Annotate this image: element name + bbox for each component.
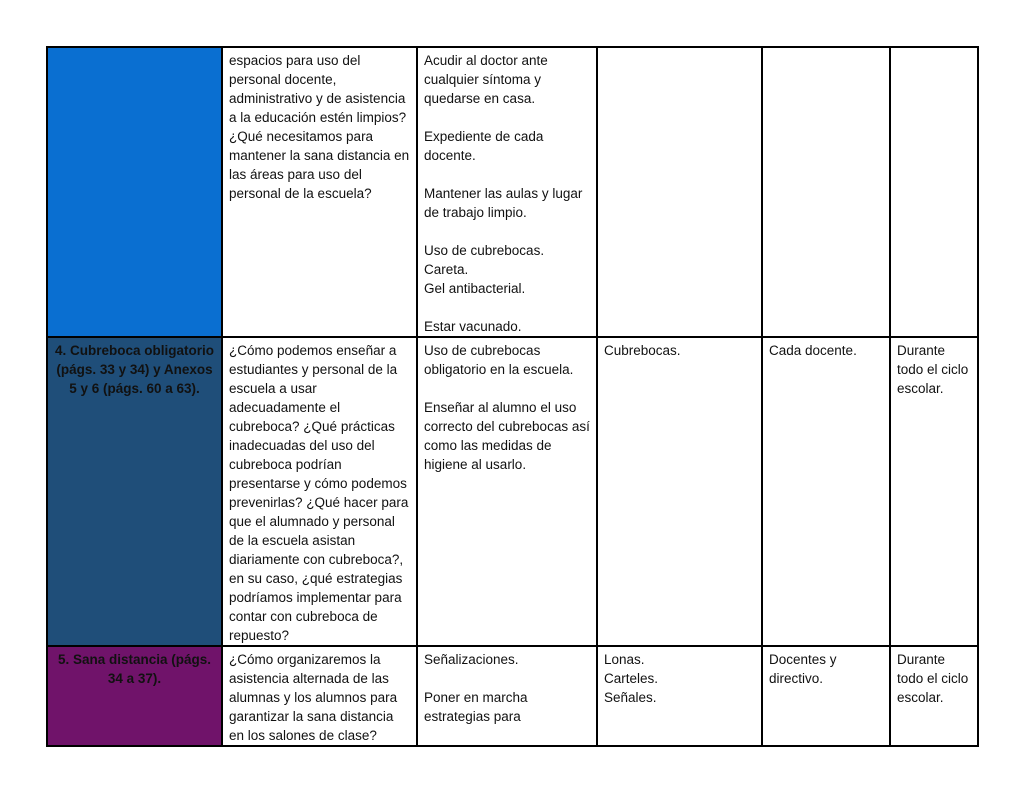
topic-cell: 5. Sana distancia (págs. 34 a 37). bbox=[47, 646, 222, 746]
plan-table bbox=[46, 46, 979, 747]
action-text: Acudir al doctor ante cualquier síntoma y quedarse en casa. bbox=[424, 53, 548, 106]
responsible-cell: Cada docente. bbox=[762, 337, 890, 646]
topic-cell bbox=[47, 47, 222, 337]
table-row bbox=[47, 646, 978, 746]
action-text: Mantener las aulas y lugar de trabajo limpio. bbox=[424, 186, 583, 220]
period-cell: Durante todo el ciclo escolar. bbox=[890, 646, 978, 746]
table-row bbox=[47, 337, 978, 646]
action-text: Estar vacunado. bbox=[424, 319, 522, 334]
question-cell: ¿Cómo organizaremos la asistencia alternada de las alumnas y los alumnos para garantizar la sana distancia en los salones de clase? bbox=[222, 646, 417, 746]
resources-cell bbox=[597, 646, 762, 746]
actions-cell bbox=[417, 47, 597, 337]
action-text: Enseñar al alumno el uso correcto del cubrebocas así como las medidas de higiene al usarlo. bbox=[424, 400, 590, 472]
action-text: Careta. bbox=[424, 262, 469, 277]
actions-cell bbox=[417, 646, 597, 746]
question-cell: espacios para uso del personal docente, administrativo y de asistencia a la educación estén limpios? ¿Qué necesitamos para mantener la sana distancia en las áreas para uso del personal de la escuela? bbox=[222, 47, 417, 337]
action-text: Uso de cubrebocas obligatorio en la escuela. bbox=[424, 343, 574, 377]
responsible-cell bbox=[762, 47, 890, 337]
action-text: Gel antibacterial. bbox=[424, 281, 526, 296]
action-text: Expediente de cada docente. bbox=[424, 129, 544, 163]
action-text: Uso de cubrebocas. bbox=[424, 243, 545, 258]
resources-cell bbox=[597, 47, 762, 337]
question-cell: ¿Cómo podemos enseñar a estudiantes y personal de la escuela a usar adecuadamente el cubreboca? ¿Qué prácticas inadecuadas del uso del cubreboca podrían presentarse y cómo podemos prevenirlas? ¿Qué hacer para que el alumnado y personal de la escuela asistan diariamente con cubreboca?, en su caso, ¿qué estrategias podríamos implementar para contar con cubreboca de repuesto? bbox=[222, 337, 417, 646]
table-row bbox=[47, 47, 978, 337]
responsible-cell: Docentes y directivo. bbox=[762, 646, 890, 746]
actions-cell bbox=[417, 337, 597, 646]
period-cell bbox=[890, 47, 978, 337]
topic-cell: 4. Cubreboca obligatorio (págs. 33 y 34) y Anexos 5 y 6 (págs. 60 a 63). bbox=[47, 337, 222, 646]
action-text: Poner en marcha estrategias para bbox=[424, 690, 528, 724]
resources-cell: Cubrebocas. bbox=[597, 337, 762, 646]
action-text: Señalizaciones. bbox=[424, 652, 519, 667]
resource-text: Carteles. bbox=[604, 671, 659, 686]
resource-text: Señales. bbox=[604, 690, 657, 705]
period-cell: Durante todo el ciclo escolar. bbox=[890, 337, 978, 646]
resource-text: Lonas. bbox=[604, 652, 645, 667]
